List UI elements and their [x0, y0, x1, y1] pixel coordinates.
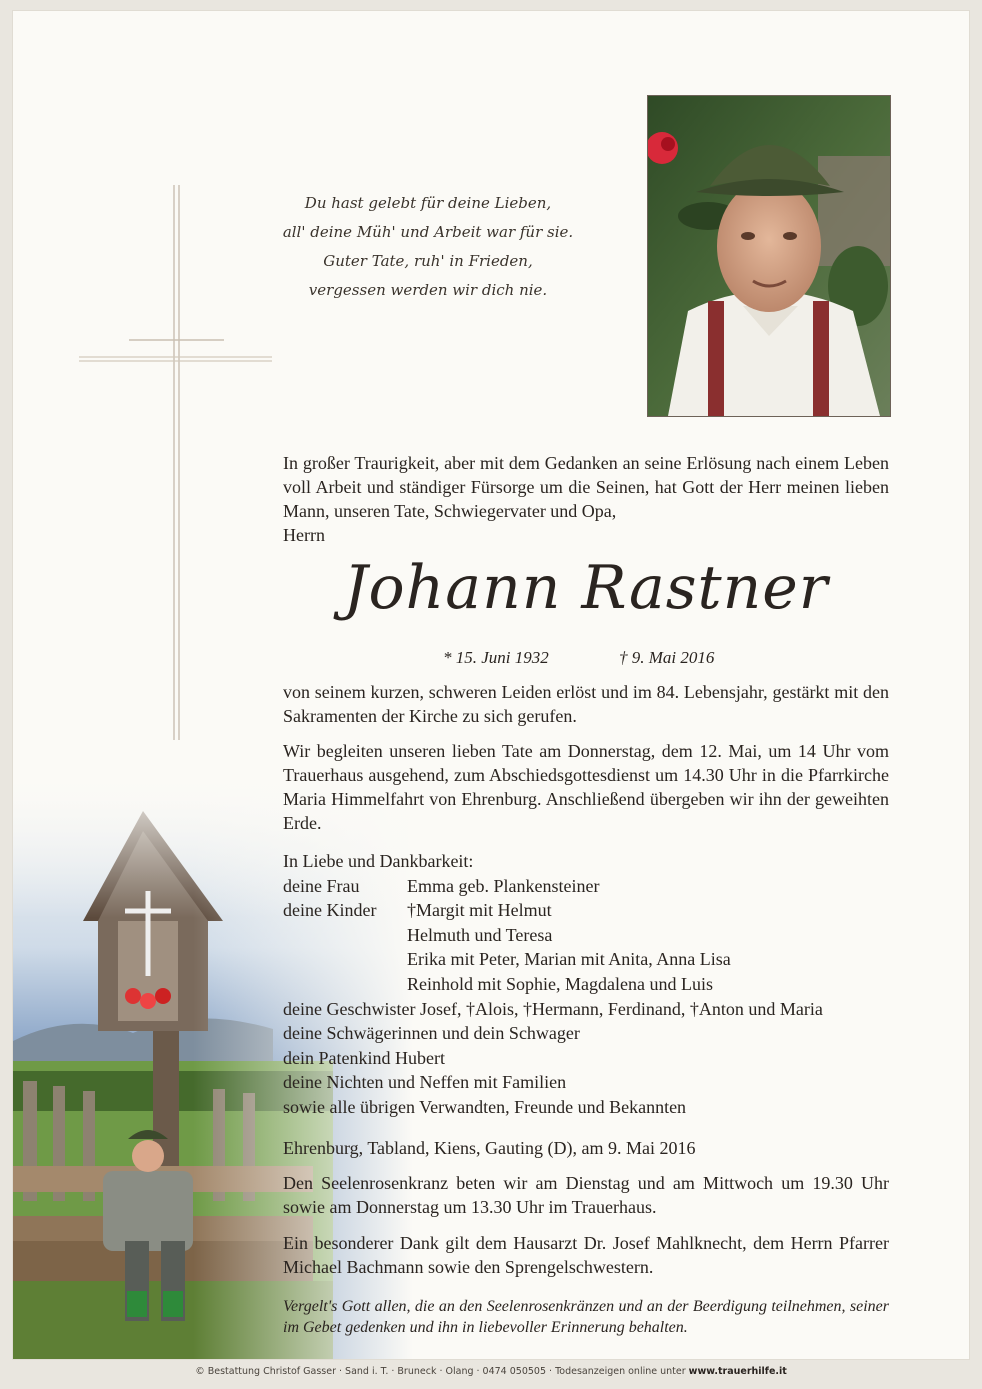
poem-line: vergessen werden wir dich nie. [308, 281, 548, 299]
relatives-entry: sowie alle übrigen Verwandten, Freunde und Bekannten [283, 1096, 687, 1117]
birth-date: * 15. Juni 1932 [443, 648, 549, 667]
child-entry: Erika mit Peter, Marian mit Anita, Anna Lisa [407, 949, 731, 970]
wife-label: deine Frau [283, 875, 360, 896]
poem-line: all' deine Müh' und Arbeit war für sie. [282, 223, 574, 241]
rosary-paragraph: Den Seelenrosenkranz beten wir am Dienstag und am Mittwoch um 19.30 Uhr sowie am Donnerstag um 13.30 Uhr im Trauerhaus. [283, 1173, 889, 1217]
intro-paragraph [283, 451, 889, 547]
closing-paragraph: Vergelt's Gott allen, die an den Seelenrosenkränzen und an der Beerdigung teilnehmen, seiner im Gebet gedenken und ihn in liebevoller Erinnerung behalten. [283, 1298, 889, 1336]
place-date: Ehrenburg, Tabland, Kiens, Gauting (D), am 9. Mai 2016 [283, 1138, 696, 1158]
funeral-paragraph: Wir begleiten unseren lieben Tate am Donnerstag, dem 12. Mai, um 14 Uhr vom Trauerhaus ausgehend, zum Abschiedsgottesdienst um 14.30 Uhr in die Pfarrkirche Maria Himmelfahrt von Ehrenburg. Anschließend übergeben wir ihn der geweihten Erde. [283, 741, 889, 833]
wife-name: Emma geb. Plankensteiner [407, 875, 600, 896]
herrn-label: Herrn [283, 525, 325, 545]
footer-link[interactable]: www.trauerhilfe.it [688, 1366, 787, 1377]
relatives-heading: In Liebe und Dankbarkeit: [283, 851, 474, 871]
footer-text: © Bestattung Christof Gasser · Sand i. T. · Bruneck · Olang · 0474 050505 · Todesanzeigen online unter [195, 1366, 686, 1377]
children-label: deine Kinder [283, 900, 377, 921]
intro-text: In großer Traurigkeit, aber mit dem Gedanken an seine Erlösung nach einem Leben voll Arbeit und ständiger Fürsorge um die Seinen, hat Gott der Herr meinen lieben Mann, unseren Tate, Schwiegervater und Opa, [283, 453, 889, 521]
child-entry: Reinhold mit Sophie, Magdalena und Luis [407, 973, 713, 994]
cross-icon [79, 185, 279, 745]
poem-line: Guter Tate, ruh' in Frieden, [323, 252, 533, 270]
relatives-entry: deine Schwägerinnen und dein Schwager [283, 1023, 580, 1044]
poem-line: Du hast gelebt für deine Lieben, [304, 194, 552, 212]
relatives-entry: deine Nichten und Neffen mit Familien [283, 1072, 567, 1093]
thanks-paragraph: Ein besonderer Dank gilt dem Hausarzt Dr. Josef Mahlknecht, dem Herrn Pfarrer Michael Bachmann sowie den Sprengelschwestern. [283, 1233, 889, 1277]
death-date: † 9. Mai 2016 [619, 648, 715, 667]
relatives-entry: deine Geschwister Josef, †Alois, †Hermann, Ferdinand, †Anton und Maria [283, 998, 823, 1019]
relatives-list [283, 849, 903, 1120]
portrait-photo [647, 95, 891, 417]
memorial-poem [268, 189, 588, 305]
footer [0, 1366, 982, 1377]
relatives-entry: dein Patenkind Hubert [283, 1047, 445, 1068]
child-entry: Helmuth und Teresa [407, 924, 553, 945]
child-entry: †Margit mit Helmut [407, 900, 552, 921]
deceased-name: Johann Rastner [343, 553, 829, 623]
obituary-page [12, 10, 970, 1360]
passing-paragraph: von seinem kurzen, schweren Leiden erlöst und im 84. Lebensjahr, gestärkt mit den Sakramenten der Kirche zu sich gerufen. [283, 682, 889, 726]
